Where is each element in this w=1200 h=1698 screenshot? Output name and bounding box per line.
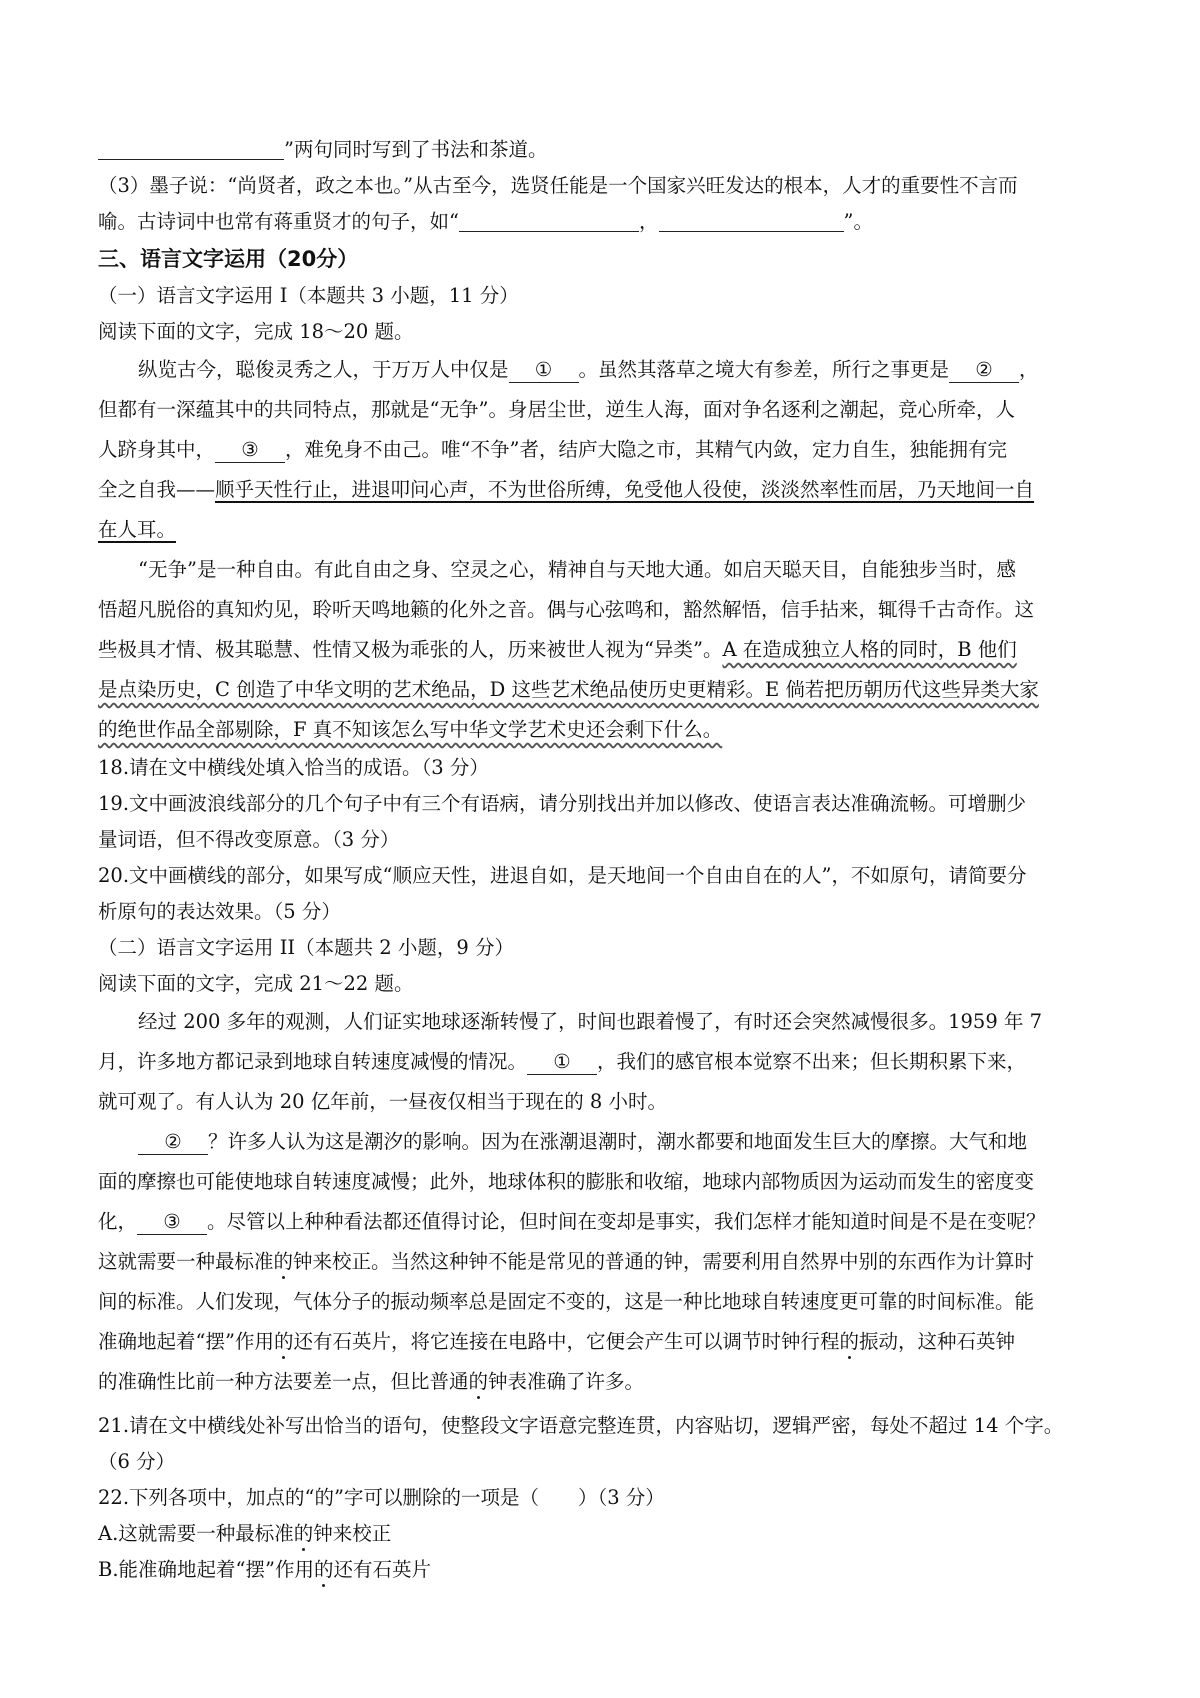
blank-1[interactable]: ① (509, 358, 579, 383)
blank-3[interactable]: ③ (137, 1210, 207, 1235)
dotted-character: 的 (839, 1330, 859, 1353)
dotted-character: 的 (313, 1558, 334, 1581)
answer-blank[interactable] (659, 209, 844, 232)
question-20-line2: 析原句的表达效果。（5 分） (98, 900, 341, 923)
underlined-sentence: 顺乎天性行止，进退叩问心声，不为世俗所缚，免受他人役使，淡淡然率性而居，乃天地间一自 (215, 478, 1035, 501)
question-19-line1: 19.文中画波浪线部分的几个句子中有三个有语病，请分别找出并加以修改、使语言表达准确流畅。可增删少 (98, 792, 1027, 815)
wavy-sentence: 的绝世作品全部剔除，F 真不知该怎么写中华文学艺术史还会剩下什么。 (98, 718, 723, 741)
question-21-line2: （6 分） (98, 1450, 176, 1473)
passage1-paragraph2: “无争”是一种自由。有此自由之身、空灵之心，精神自与天地大通。如启天聪天目，自能独步当时，感 悟超凡脱俗的真知灼见，聆听天鸣地籁的化外之音。偶与心弦鸣和，豁然解悟，信手拈来，辄得千古奇作。这 些极具才情、极其聪慧、性情又极为乖张的人，历来被世人视为“异类”。A 在造成独立人格的同时，B 他们 是点染历史，C 创造了中华文明的艺术绝品，D 这些艺术绝品使历史更精彩。E 倘若把历朝历代这些异类大家 的绝世作品全部剔除，F 真不知该怎么写中华文学艺术史还会剩下什么。 (98, 558, 1039, 741)
part1-instruction: 阅读下面的文字，完成 18～20 题。 (98, 320, 414, 343)
question-18: 18.请在文中横线处填入恰当的成语。（3 分） (98, 756, 489, 779)
part2-heading: （二）语言文字运用 II（本题共 2 小题，9 分） (98, 936, 515, 959)
answer-blank[interactable] (98, 137, 284, 160)
option-b[interactable]: B.能准确地起着“摆”作用的还有石英片 (98, 1558, 431, 1581)
dotted-character: 的 (468, 1370, 489, 1393)
part1-heading: （一）语言文字运用 I（本题共 3 小题，11 分） (98, 284, 519, 307)
underlined-sentence-end: 在人耳。 (98, 518, 177, 541)
passage2-paragraph1: 经过 200 多年的观测，人们证实地球逐渐转慢了，时间也跟着慢了，有时还会突然减慢很多。1959 年 7 月，许多地方都记录到地球自转速度减慢的情况。 ① ，我们的感官根本觉察不出来；但长期积累下来， 就可观了。有人认为 20 亿年前，一昼夜仅相当于现在的 8 小时。 (98, 1010, 1043, 1113)
poem-q2-line (98, 132, 1108, 168)
dotted-character: 的 (293, 1522, 314, 1545)
wavy-sentence: A 在造成独立人格的同时，B 他们 (722, 638, 1017, 661)
section-heading: 三、语言文字运用（20分） (98, 247, 359, 271)
blank-2[interactable]: ② (949, 358, 1019, 383)
poem-q3-line2: 喻。古诗词中也常有蒋重贤才的句子，如“ ， ”。 (98, 210, 873, 233)
option-a[interactable]: A.这就需要一种最标准的钟来校正 (98, 1522, 392, 1545)
passage1-paragraph1: 纵览古今，聪俊灵秀之人，于万万人中仅是 ① 。虽然其落草之境大有参差，所行之事更是 ② ， 但都有一深蕴其中的共同特点，那就是“无争”。身居尘世，逆生人海，面对争名逐利之潮起，竞心所牵，人 人跻身其中， ③ ，难免身不由己。唯“不争”者，结庐大隐之市，其精气内敛，定力自生，独能拥有完 全之自我——顺乎天性行止，进退叩问心声，不为世俗所缚，免受他人役使，淡淡然率性而居，乃天地间一自 在人耳。 (98, 358, 1039, 541)
exam-page (98, 132, 1108, 1588)
blank-2[interactable]: ② (138, 1130, 208, 1155)
question-19-line2: 量词语，但不得改变原意。（3 分） (98, 828, 400, 851)
poem-q2-tail: ”两句同时写到了书法和茶道。 (284, 138, 548, 161)
dotted-character: 的 (273, 1250, 294, 1273)
question-22: 22.下列各项中，加点的“的”字可以删除的一项是（ ）（3 分） (98, 1486, 665, 1509)
blank-3[interactable]: ③ (215, 438, 285, 463)
poem-q3-line1: （3）墨子说：“尚贤者，政之本也。”从古至今，选贤任能是一个国家兴旺发达的根本，人才的重要性不言而 (98, 174, 1018, 197)
answer-blank[interactable] (459, 209, 639, 232)
dotted-character: 的 (273, 1330, 294, 1353)
passage2-paragraph2: ② ？许多人认为这是潮汐的影响。因为在涨潮退潮时，潮水都要和地面发生巨大的摩擦。大气和地 面的摩擦也可能使地球自转速度减慢；此外，地球体积的膨胀和收缩，地球内部物质因为运动而发生的密度变 化， ③ 。尽管以上种种看法都还值得讨论，但时间在变却是事实，我们怎样才能知道时间是不是在变呢？ 这就需要一种最标准的钟来校正。当然这种钟不能是常见的普通的钟，需要利用自然界中别的东西作为计算时 间的标准。人们发现，气体分子的振动频率总是固定不变的，这是一种比地球自转速度更可靠的时间标准。能 准确地起着“摆”作用的还有石英片，将它连接在电路中，它便会产生可以调节时钟行程的振动，这种石英钟 的准确性比前一种方法要差一点，但比普通的钟表准确了许多。 (98, 1130, 1046, 1393)
blank-1[interactable]: ① (527, 1050, 597, 1075)
question-20-line1: 20.文中画横线的部分，如果写成“顺应天性，进退自如，是天地间一个自由自在的人”，不如原句，请简要分 (98, 864, 1027, 887)
part2-instruction: 阅读下面的文字，完成 21～22 题。 (98, 972, 414, 995)
wavy-sentence: 是点染历史，C 创造了中华文明的艺术绝品，D 这些艺术绝品使历史更精彩。E 倘若把历朝历代这些异类大家 (98, 678, 1039, 701)
question-21-line1: 21.请在文中横线处补写出恰当的语句，使整段文字语意完整连贯，内容贴切，逻辑严密，每处不超过 14 个字。 (98, 1414, 1064, 1437)
